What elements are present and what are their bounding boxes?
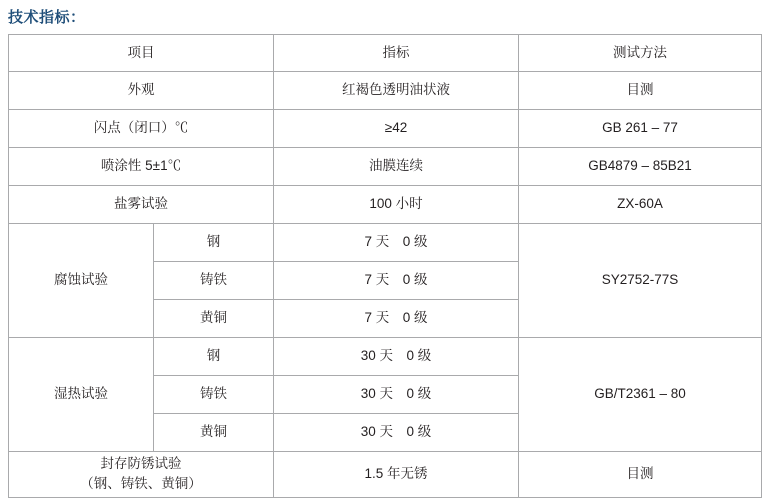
cell-subitem: 铸铁 [154,262,274,300]
cell-index: 30 天 0 级 [274,414,519,452]
cell-method: ZX-60A [519,186,762,224]
cell-item: 闪点（闭口）℃ [9,110,274,148]
cell-index: 1.5 年无锈 [274,452,519,498]
cell-item: 外观 [9,72,274,110]
table-row [9,110,762,148]
cell-method-group: SY2752-77S [519,224,762,338]
cell-subitem: 黄铜 [154,414,274,452]
table-row [9,452,762,498]
cell-item-line1: 封存防锈试验 [100,456,182,471]
cell-item: 喷涂性 5±1℃ [9,148,274,186]
cell-index: ≥42 [274,110,519,148]
table-row [9,72,762,110]
cell-index: 30 天 0 级 [274,338,519,376]
specifications-table [8,34,762,498]
cell-subitem: 钢 [154,224,274,262]
cell-item-group: 湿热试验 [9,338,154,452]
cell-method: GB4879 – 85B21 [519,148,762,186]
cell-method-group: GB/T2361 – 80 [519,338,762,452]
cell-index: 7 天 0 级 [274,224,519,262]
cell-index: 100 小时 [274,186,519,224]
table-row [9,338,762,376]
cell-subitem: 黄铜 [154,300,274,338]
cell-method: 目测 [519,72,762,110]
cell-subitem: 钢 [154,338,274,376]
cell-index: 7 天 0 级 [274,262,519,300]
cell-item-group: 腐蚀试验 [9,224,154,338]
cell-index: 红褐色透明油状液 [274,72,519,110]
cell-index: 30 天 0 级 [274,376,519,414]
page-title: 技术指标： [8,9,86,26]
table-row [9,224,762,262]
table-row [9,148,762,186]
cell-item-multiline [9,452,274,498]
cell-index: 7 天 0 级 [274,300,519,338]
cell-item-line2: （钢、铸铁、黄铜） [80,476,202,492]
header-cell-item: 项目 [9,35,274,72]
table-header-row [9,35,762,72]
cell-item: 盐雾试验 [9,186,274,224]
cell-method: GB 261 – 77 [519,110,762,148]
header-cell-method: 测试方法 [519,35,762,72]
cell-subitem: 铸铁 [154,376,274,414]
cell-index: 油膜连续 [274,148,519,186]
table-row [9,186,762,224]
header-cell-index: 指标 [274,35,519,72]
cell-method: 目测 [519,452,762,498]
